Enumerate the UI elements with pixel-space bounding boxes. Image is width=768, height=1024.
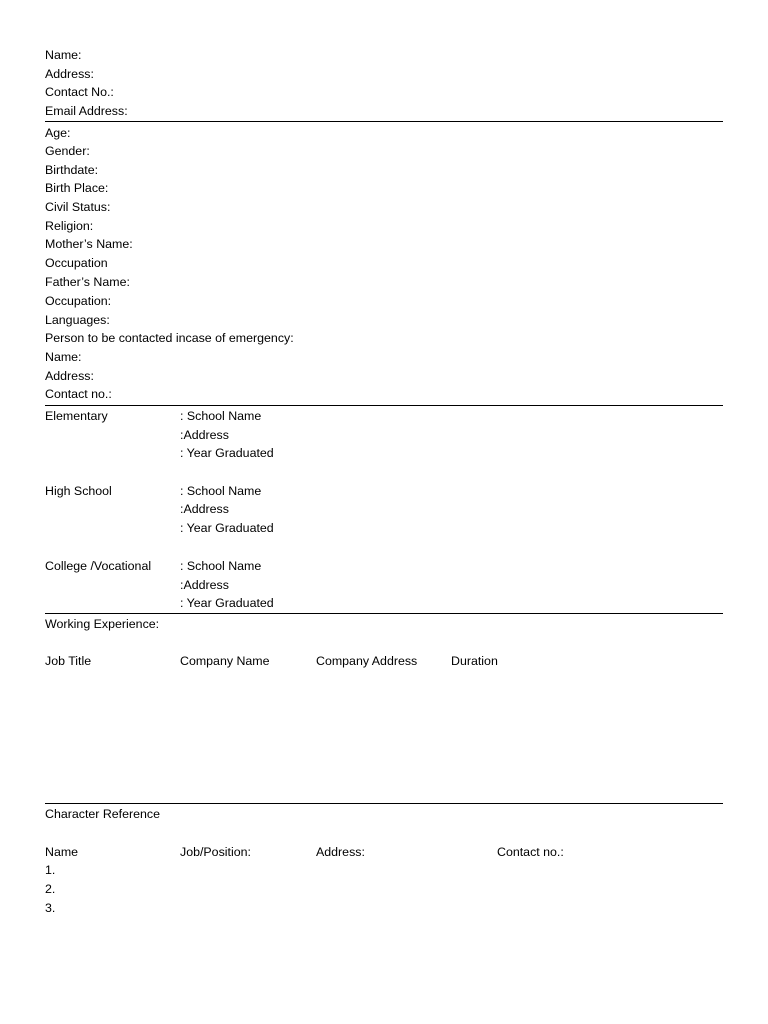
column-header-contact-no: Contact no.: <box>497 845 564 859</box>
year-graduated-label: : Year Graduated <box>180 596 274 610</box>
age-label: Age: <box>45 126 71 140</box>
mothers-occupation-label: Occupation <box>45 256 108 270</box>
column-header-job-position: Job/Position: <box>180 845 251 859</box>
education-level-label: College /Vocational <box>45 559 152 573</box>
section-divider <box>45 803 723 804</box>
education-level-label: Elementary <box>45 409 108 423</box>
fathers-name-label: Father’s Name: <box>45 275 130 289</box>
gender-label: Gender: <box>45 144 90 158</box>
column-header-job-title: Job Title <box>45 654 92 668</box>
working-experience-heading: Working Experience: <box>45 617 160 631</box>
section-divider <box>45 613 723 614</box>
emergency-contact-heading: Person to be contacted incase of emergency: <box>45 331 294 345</box>
reference-row-number: 1. <box>45 863 56 877</box>
fathers-occupation-label: Occupation: <box>45 294 112 308</box>
birthdate-label: Birthdate: <box>45 163 99 177</box>
mothers-name-label: Mother’s Name: <box>45 237 133 251</box>
school-address-label: :Address <box>180 428 229 442</box>
civil-status-label: Civil Status: <box>45 200 111 214</box>
emergency-address-label: Address: <box>45 369 94 383</box>
school-name-label: : School Name <box>180 409 262 423</box>
reference-row-number: 2. <box>45 882 56 896</box>
character-reference-heading: Character Reference <box>45 807 161 821</box>
year-graduated-label: : Year Graduated <box>180 446 274 460</box>
section-divider <box>45 405 723 406</box>
name-label: Name: <box>45 48 82 62</box>
year-graduated-label: : Year Graduated <box>180 521 274 535</box>
languages-label: Languages: <box>45 313 110 327</box>
column-header-company-name: Company Name <box>180 654 270 668</box>
religion-label: Religion: <box>45 219 94 233</box>
column-header-address: Address: <box>316 845 365 859</box>
school-name-label: : School Name <box>180 484 262 498</box>
reference-row-number: 3. <box>45 901 56 915</box>
education-level-label: High School <box>45 484 112 498</box>
school-name-label: : School Name <box>180 559 262 573</box>
address-label: Address: <box>45 67 94 81</box>
email-address-label: Email Address: <box>45 104 128 118</box>
birth-place-label: Birth Place: <box>45 181 109 195</box>
emergency-contact-no-label: Contact no.: <box>45 387 112 401</box>
column-header-duration: Duration <box>451 654 498 668</box>
school-address-label: :Address <box>180 502 229 516</box>
column-header-company-address: Company Address <box>316 654 418 668</box>
column-header-name: Name <box>45 845 79 859</box>
school-address-label: :Address <box>180 578 229 592</box>
contact-no-label: Contact No.: <box>45 85 114 99</box>
section-divider <box>45 121 723 122</box>
emergency-name-label: Name: <box>45 350 82 364</box>
